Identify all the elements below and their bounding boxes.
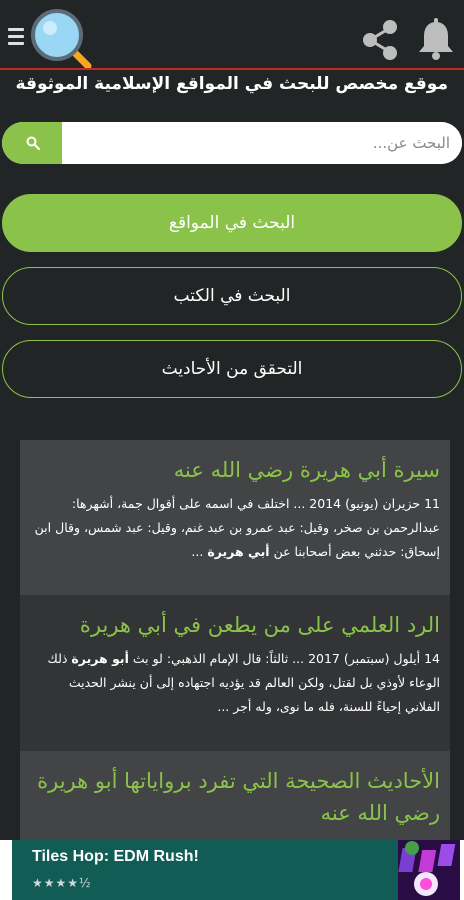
search-books-button[interactable]: البحث في الكتب — [2, 267, 462, 325]
ad-title[interactable]: Tiles Hop: EDM Rush! — [32, 848, 199, 865]
snippet-text: ... — [191, 544, 208, 559]
ad-rating-stars: ★★★★½ — [32, 876, 92, 890]
snippet-text: ذلك الوعاء لأوذي بل لقتل، ولكن العالم قد يؤديه اجتهاده إلى أن ينشر الحديث الفلاني إحياءً للسنة، فله ما نوى، وله أجر ... — [47, 651, 440, 714]
snippet-text: 14 أيلول (سبتمبر) 2017 ... ثالثاً: قال الإمام الذهبي: لو بث — [128, 651, 440, 666]
ad-content[interactable] — [12, 840, 454, 900]
hamburger-menu-icon[interactable] — [8, 28, 24, 48]
top-app-bar — [0, 0, 464, 70]
search-bar — [2, 122, 462, 164]
search-results-list — [20, 440, 450, 840]
header-divider — [0, 68, 464, 70]
search-icon — [26, 136, 40, 150]
verify-hadith-button[interactable]: التحقق من الأحاديث — [2, 340, 462, 398]
bell-icon[interactable] — [416, 18, 456, 60]
result-item[interactable] — [20, 595, 450, 751]
ad-game-artwork[interactable] — [398, 840, 460, 900]
search-sites-button[interactable]: البحث في المواقع — [2, 194, 462, 252]
magnifier-logo-icon — [30, 8, 96, 70]
ad-banner[interactable] — [0, 840, 464, 900]
search-button[interactable] — [2, 122, 62, 164]
result-title[interactable]: الأحاديث الصحيحة التي تفرد برواياتها أبو هريرة رضي الله عنه — [37, 769, 440, 825]
site-tagline: موقع مخصص للبحث في المواقع الإسلامية الموثوقة — [15, 74, 448, 94]
result-snippet — [30, 492, 440, 564]
result-item[interactable] — [20, 440, 450, 595]
search-input[interactable] — [62, 122, 462, 164]
snippet-highlight: أبي هريرة — [207, 544, 270, 559]
share-icon[interactable] — [358, 18, 402, 62]
result-title[interactable]: الرد العلمي على من يطعن في أبي هريرة — [79, 613, 440, 637]
result-title[interactable]: سيرة أبي هريرة رضي الله عنه — [173, 458, 440, 482]
snippet-text: 11 حزيران (يونيو) 2014 ... اختلف في اسمه على أقوال جمة، أشهرها: عبدالرحمن بن صخر، وقيل: عبد عمرو بن عبد غنم، وقيل: عبد شمس، وقال ابن إسحاق: حدثني بعض أصحابنا عن — [34, 496, 440, 559]
snippet-highlight: أبو هريرة — [71, 651, 129, 666]
result-snippet — [30, 647, 440, 719]
result-item[interactable] — [20, 751, 450, 840]
